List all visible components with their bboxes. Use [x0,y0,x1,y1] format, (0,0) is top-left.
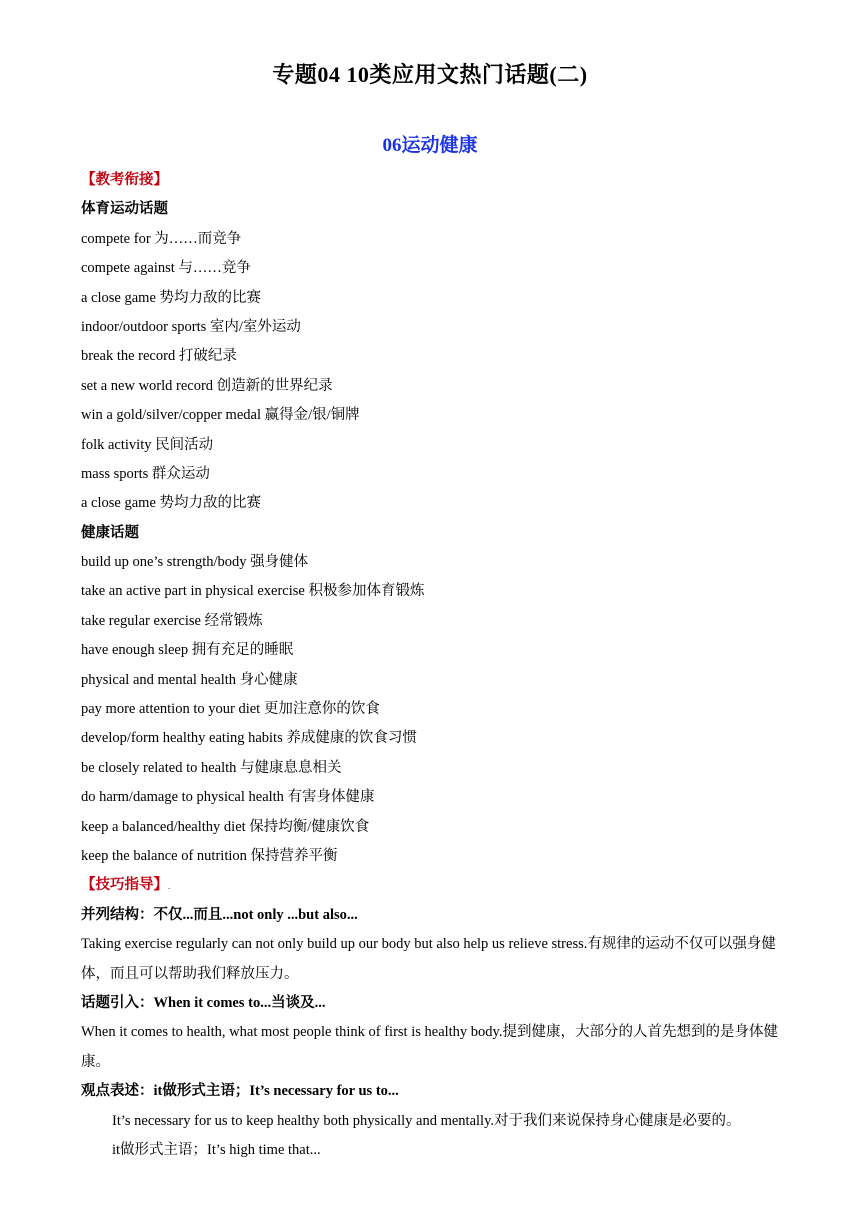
list-item: folk activity 民间活动 [81,436,214,453]
list-item: compete for 为……而竞争 [81,230,242,247]
list-item: take an active part in physical exercise 积极参加体育锻炼 [81,583,425,600]
tip-example-opinion: It’s necessary for us to keep healthy both physically and mentally.对于我们来说保持身心健康是必要的。 [112,1112,741,1129]
list-item: physical and mental health 身心健康 [81,671,298,688]
page-title: 专题04 10类应用文热门话题(二) [272,62,588,87]
section-heading-tips-row [81,871,781,900]
tip-heading-intro: 话题引入：When it comes to...当谈及... [81,994,326,1011]
list-item: compete against 与……竞争 [81,260,251,277]
list-item: keep a balanced/healthy diet 保持均衡/健康饮食 [81,818,370,835]
tip-example-intro: When it comes to health, what most people think of first is healthy body.提到健康，大部分的人首先想到的是身体健康。 [81,1024,778,1070]
tip-heading-opinion: 观点表述：it做形式主语；It’s necessary for us to... [81,1083,399,1100]
list-item: develop/form healthy eating habits 养成健康的饮食习惯 [81,730,417,747]
section-heading-tips: 【技巧指导】 [81,877,168,894]
list-item: pay more attention to your diet 更加注意你的饮食 [81,701,380,718]
sports-topic-heading: 体育运动话题 [81,201,168,218]
health-topic-heading: 健康话题 [81,524,139,541]
anchor-mark: . [168,881,171,892]
document-body [81,166,781,1165]
list-item: indoor/outdoor sports 室内/室外运动 [81,318,301,335]
health-phrase-list [81,548,781,871]
list-item: keep the balance of nutrition 保持营养平衡 [81,847,338,864]
list-item: win a gold/silver/copper medal 赢得金/银/铜牌 [81,407,360,424]
section-heading-teaching: 【教考衔接】 [81,172,168,188]
sports-phrase-list [81,225,781,519]
list-item: a close game 势均力敌的比赛 [81,289,262,306]
list-item: mass sports 群众运动 [81,465,210,482]
tip-heading-parallel: 并列结构：不仅...而且...not only ...but also... [81,906,358,923]
list-item: take regular exercise 经常锻炼 [81,612,263,629]
list-item: have enough sleep 拥有充足的睡眠 [81,642,294,659]
list-item: do harm/damage to physical health 有害身体健康 [81,789,375,806]
section-subtitle: 06运动健康 [382,135,478,156]
tip-example-formal-subject: it做形式主语；It’s high time that... [112,1141,321,1158]
tip-example-parallel: Taking exercise regularly can not only build up our body but also help us relieve stress.有规律的运动不仅可以强身健体，而且可以帮助我们释放压力。 [81,936,776,982]
list-item: set a new world record 创造新的世界纪录 [81,377,333,394]
list-item: a close game 势均力敌的比赛 [81,495,262,512]
list-item: break the record 打破纪录 [81,348,237,365]
list-item: build up one’s strength/body 强身健体 [81,554,309,571]
list-item: be closely related to health 与健康息息相关 [81,759,342,776]
